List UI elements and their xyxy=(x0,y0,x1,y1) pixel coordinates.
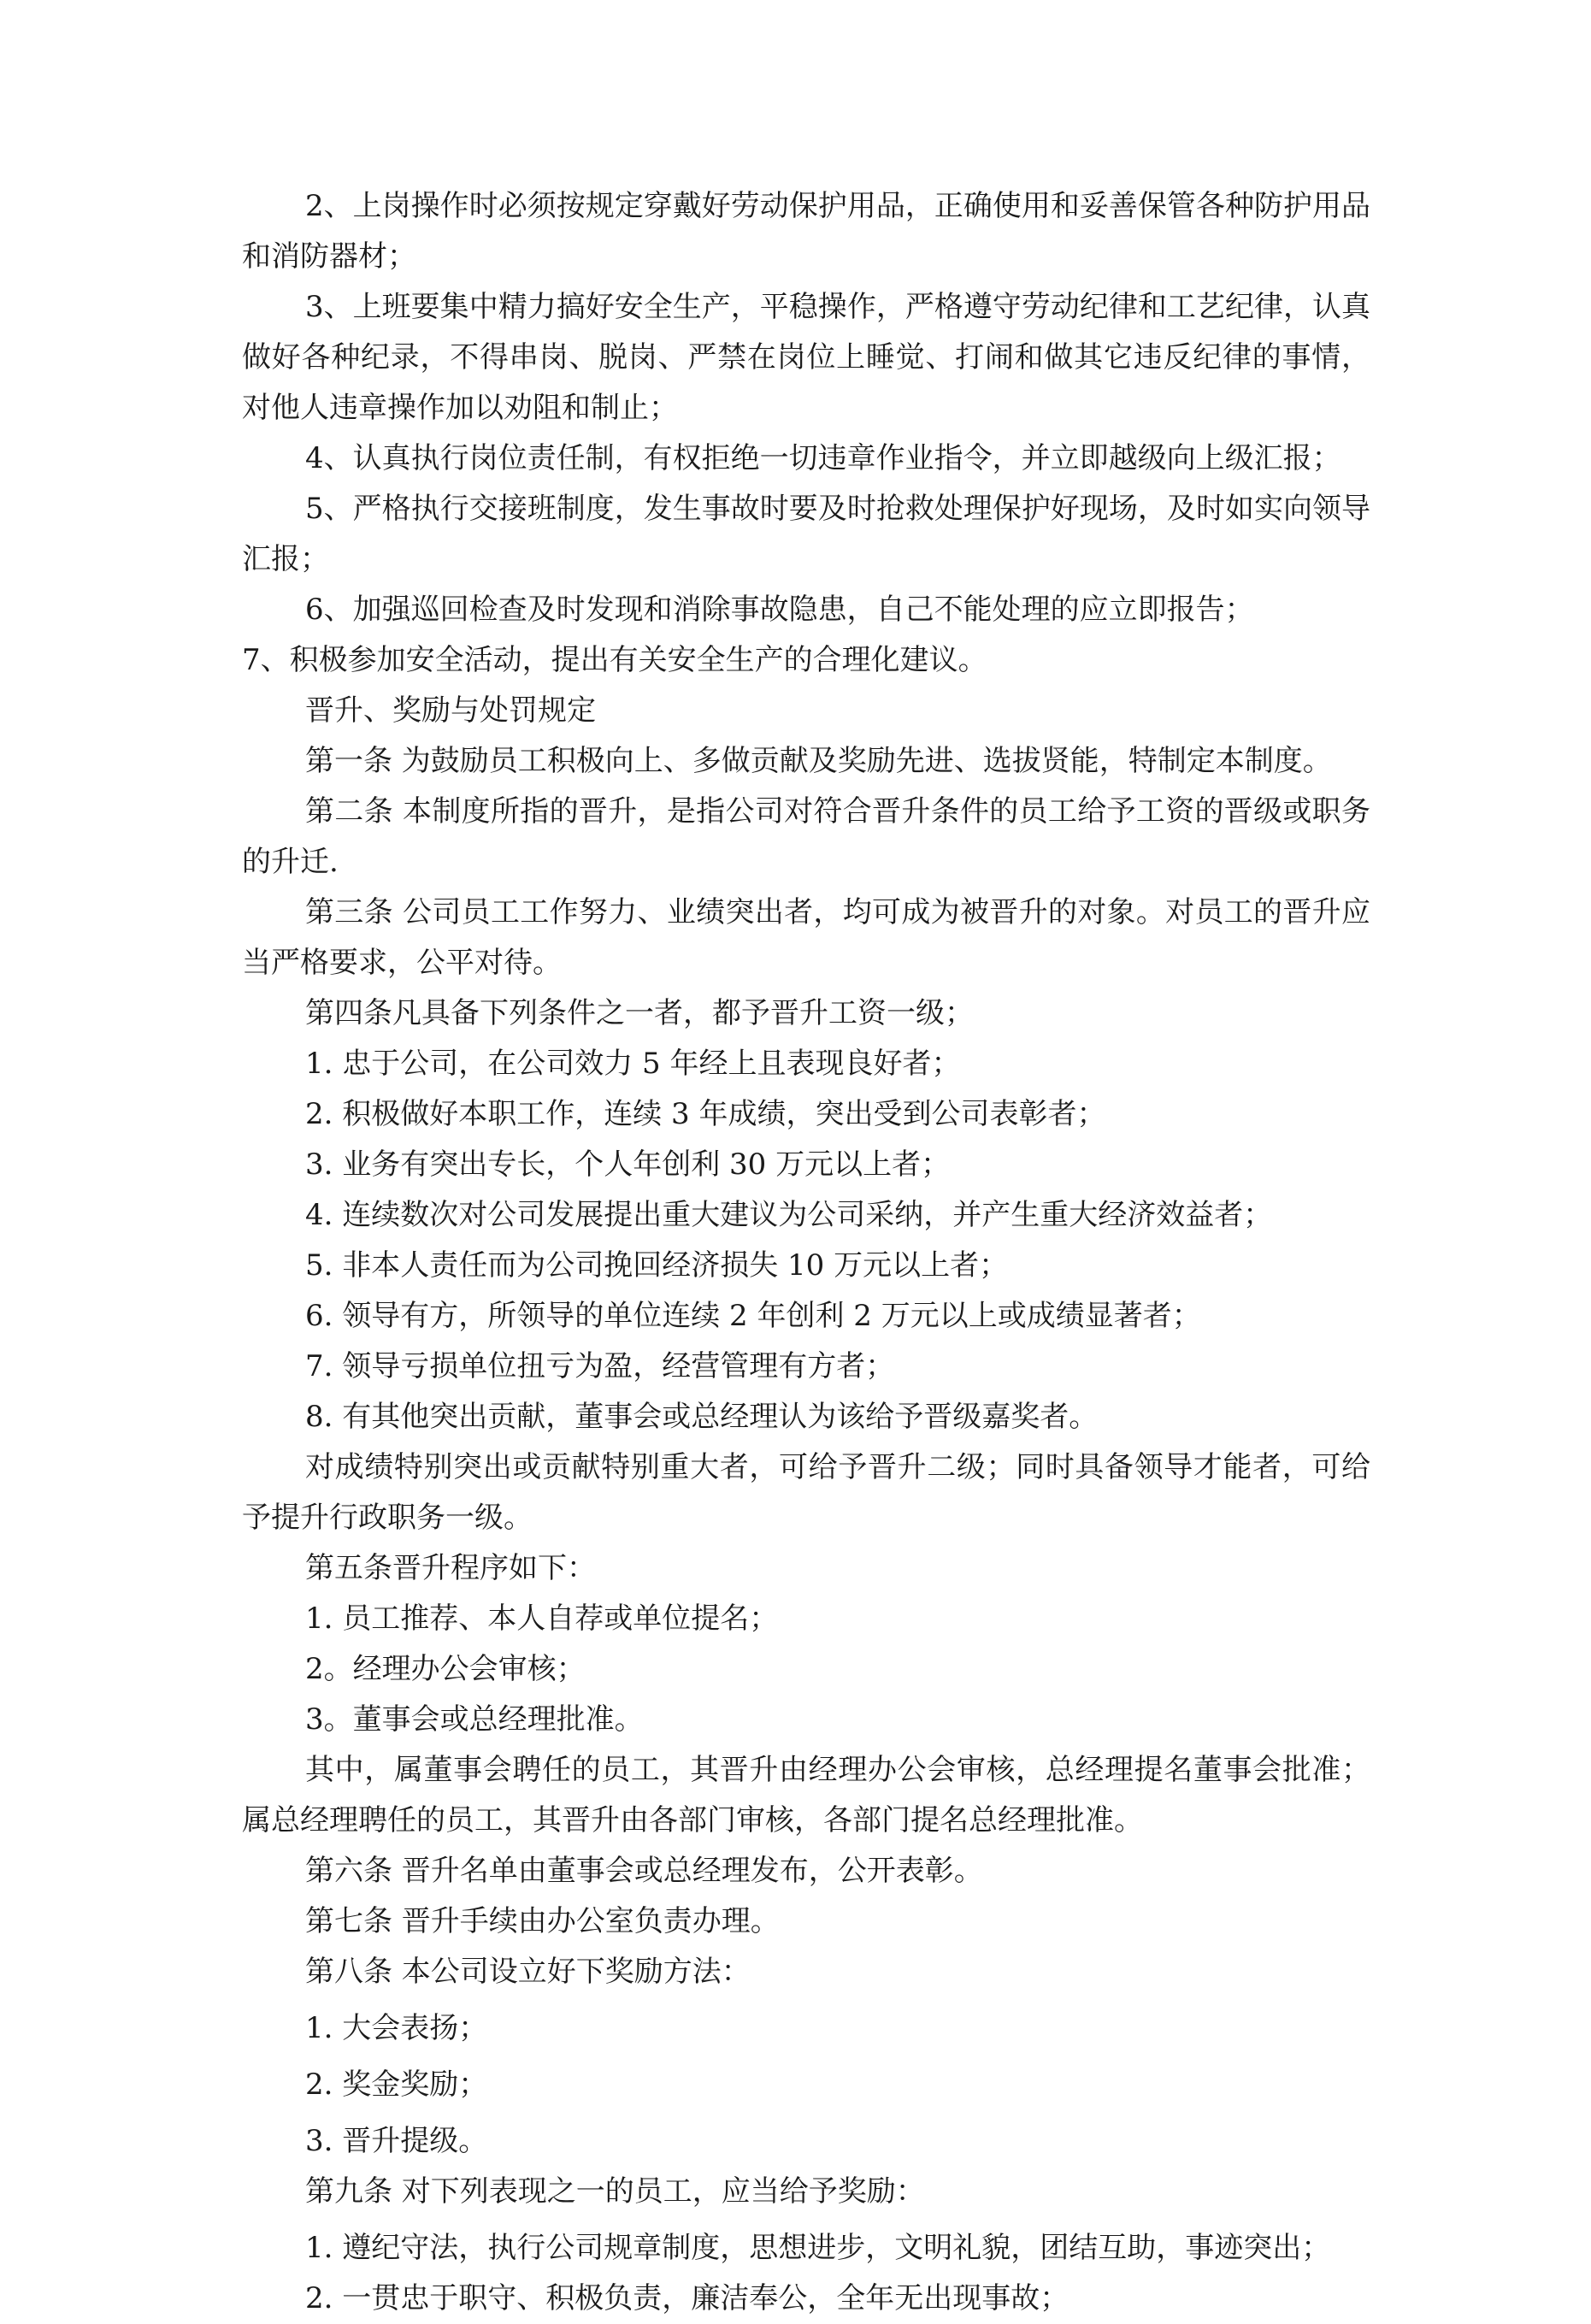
document-paragraph: 晋升、奖励与处罚规定 xyxy=(305,693,596,728)
document-paragraph: 第九条 对下列表现之一的员工，应当给予奖励： xyxy=(305,2174,925,2209)
document-paragraph: 6. 领导有方，所领导的单位连续 2 年创利 2 万元以上或成绩显著者； xyxy=(305,1299,1201,1333)
document-paragraph: 第四条凡具备下列条件之一者，都予晋升工资一级； xyxy=(305,996,974,1030)
document-paragraph: 2. 奖金奖励； xyxy=(305,2067,488,2102)
document-paragraph: 1. 忠于公司，在公司效力 5 年经上且表现良好者； xyxy=(305,1047,961,1081)
document-paragraph: 2. 一贯忠于职守、积极负责，廉洁奉公，全年无出现事故； xyxy=(305,2281,1070,2315)
document-paragraph: 7、积极参加安全活动，提出有关安全生产的合理化建议。 xyxy=(242,643,987,677)
document-paragraph: 2. 积极做好本职工作，连续 3 年成绩，突出受到公司表彰者； xyxy=(305,1097,1106,1131)
document-paragraph: 第二条 本制度所指的晋升，是指公司对符合晋升条件的员工给予工资的晋级或职务的升迁. xyxy=(242,794,1370,879)
document-paragraph: 第六条 晋升名单由董事会或总经理发布，公开表彰。 xyxy=(305,1854,983,1888)
document-paragraph: 3. 业务有突出专长，个人年创利 30 万元以上者； xyxy=(305,1147,951,1182)
document-paragraph: 其中，属董事会聘任的员工，其晋升由经理办公会审核，总经理提名董事会批准；属总经理聘任的员工，其晋升由各部门审核，各部门提名总经理批准。 xyxy=(242,1753,1370,1837)
document-paragraph: 第五条晋升程序如下： xyxy=(305,1551,596,1585)
document-paragraph: 3。董事会或总经理批准。 xyxy=(305,1702,644,1737)
document-paragraph: 对成绩特别突出或贡献特别重大者，可给予晋升二级；同时具备领导才能者，可给予提升行政职务一级。 xyxy=(242,1450,1370,1535)
document-paragraph: 2。经理办公会审核； xyxy=(305,1652,586,1686)
document-paragraph: 4. 连续数次对公司发展提出重大建议为公司采纳，并产生重大经济效益者； xyxy=(305,1198,1273,1232)
document-paragraph: 4、认真执行岗位责任制，有权拒绝一切违章作业指令，并立即越级向上级汇报； xyxy=(305,441,1341,475)
document-paragraph: 8. 有其他突出贡献，董事会或总经理认为该给予晋级嘉奖者。 xyxy=(305,1400,1099,1434)
document-paragraph: 7. 领导亏损单位扭亏为盈，经营管理有方者； xyxy=(305,1349,895,1383)
document-paragraph: 3. 晋升提级。 xyxy=(305,2124,488,2158)
document-paragraph: 1. 大会表扬； xyxy=(305,2011,488,2045)
document-paragraph: 第八条 本公司设立好下奖励方法： xyxy=(305,1955,751,1989)
document-paragraph: 1. 员工推荐、本人自荐或单位提名； xyxy=(305,1601,779,1636)
document-paragraph: 第三条 公司员工工作努力、业绩突出者，均可成为被晋升的对象。对员工的晋升应当严格要求，公平对待。 xyxy=(242,895,1370,980)
document-paragraph: 第七条 晋升手续由办公室负责办理。 xyxy=(305,1904,780,1938)
document-paragraph: 2、上岗操作时必须按规定穿戴好劳动保护用品，正确使用和妥善保管各种防护用品和消防器材； xyxy=(242,189,1370,274)
document-paragraph: 5、严格执行交接班制度，发生事故时要及时抢救处理保护好现场，及时如实向领导汇报； xyxy=(242,492,1370,576)
document-paragraph: 1. 遵纪守法，执行公司规章制度，思想进步，文明礼貌，团结互助，事迹突出； xyxy=(305,2231,1331,2265)
document-paragraph: 6、加强巡回检查及时发现和消除事故隐患，自己不能处理的应立即报告； xyxy=(305,593,1254,627)
document-paragraph: 第一条 为鼓励员工积极向上、多做贡献及奖励先进、选拔贤能，特制定本制度。 xyxy=(305,744,1332,778)
document-paragraph: 5. 非本人责任而为公司挽回经济损失 10 万元以上者； xyxy=(305,1248,1009,1283)
document-paragraph: 3、上班要集中精力搞好安全生产，平稳操作，严格遵守劳动纪律和工艺纪律，认真做好各种纪录，不得串岗、脱岗、严禁在岗位上睡觉、打闹和做其它违反纪律的事情，对他人违章操作加以劝阻和制止； xyxy=(242,290,1370,425)
document-body xyxy=(242,181,1370,2324)
